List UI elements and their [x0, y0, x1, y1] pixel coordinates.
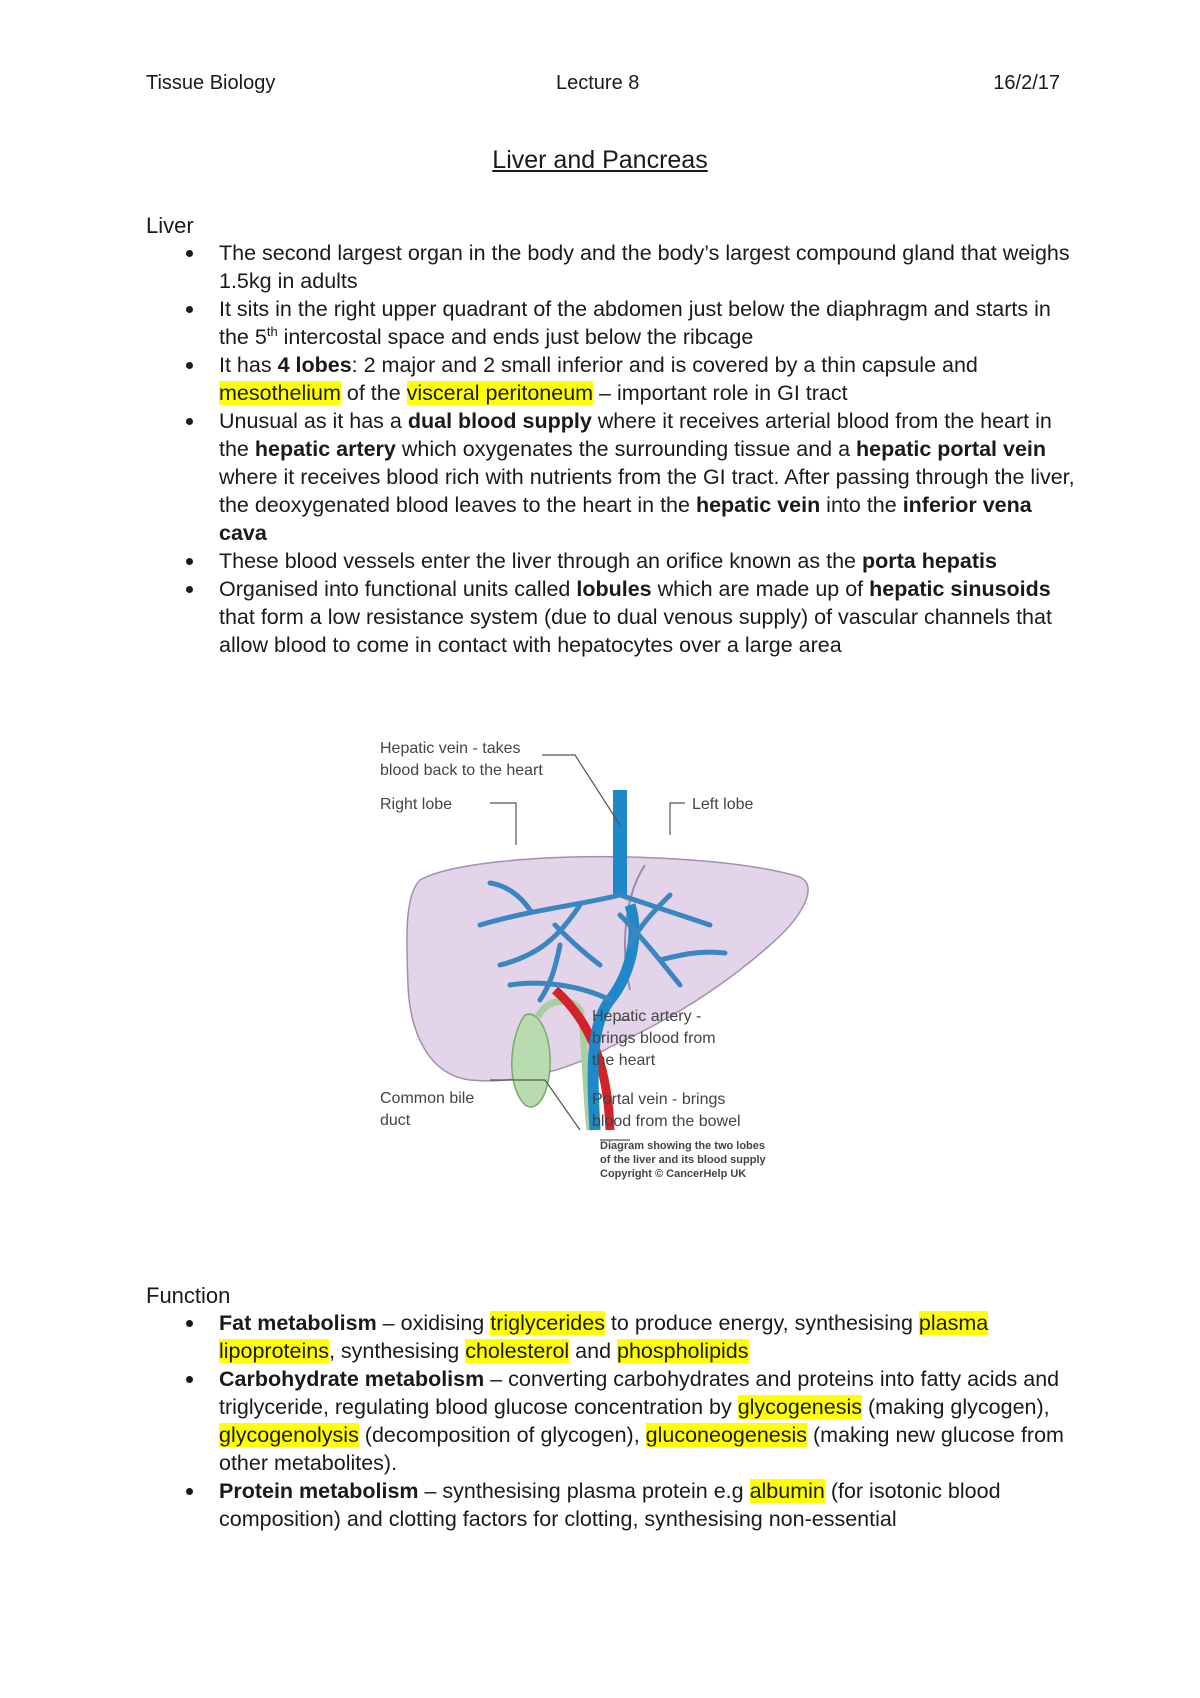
header-course: Tissue Biology — [146, 72, 276, 94]
highlight: visceral peritoneum — [406, 381, 594, 405]
label-hepatic-artery-2: brings blood from — [592, 1030, 716, 1047]
highlight: glycogenolysis — [219, 1423, 359, 1447]
label-bile-duct-1: Common bile — [380, 1090, 475, 1107]
list-item: It has 4 lobes: 2 major and 2 small inferior and is covered by a thin capsule and mesothelium of the visceral peritoneum – important role in GI tract — [146, 351, 1076, 407]
highlight: mesothelium — [219, 381, 341, 405]
list-item: The second largest organ in the body and the body’s largest compound gland that weighs 1.5kg in adults — [146, 239, 1076, 295]
list-item: These blood vessels enter the liver through an orifice known as the porta hepatis — [146, 547, 1076, 575]
label-hepatic-vein-1: Hepatic vein - takes — [380, 740, 521, 757]
liver-diagram — [380, 735, 840, 1230]
list-item: Fat metabolism – oxidising triglycerides to produce energy, synthesising plasma lipoproteins, synthesising cholesterol and phospholipids — [146, 1309, 1076, 1365]
label-portal-vein-2: blood from the bowel — [592, 1113, 741, 1130]
list-item: Protein metabolism – synthesising plasma protein e.g albumin (for isotonic blood composition) and clotting factors for clotting, synthesising non-essential — [146, 1477, 1076, 1533]
page-title: Liver and Pancreas — [492, 146, 708, 174]
highlight: gluconeogenesis — [645, 1423, 808, 1447]
label-left-lobe: Left lobe — [692, 796, 754, 813]
function-heading: Function — [146, 1283, 231, 1308]
caption-line-1: Diagram showing the two lobes — [600, 1140, 766, 1152]
label-right-lobe: Right lobe — [380, 796, 453, 813]
function-bullet-list — [146, 1309, 1076, 1533]
label-bile-duct-2: duct — [380, 1112, 411, 1129]
liver-bullet-list — [146, 239, 1076, 659]
label-portal-vein-1: Portal vein - brings — [592, 1091, 726, 1108]
label-hepatic-vein-2: blood back to the heart — [380, 762, 543, 779]
label-hepatic-artery-3: the heart — [592, 1052, 656, 1069]
list-item: It sits in the right upper quadrant of the abdomen just below the diaphragm and starts in the 5th intercostal space and ends just below the ribcage — [146, 295, 1076, 351]
list-item: Carbohydrate metabolism – converting carbohydrates and proteins into fatty acids and triglyceride, regulating blood glucose concentration by glycogenesis (making glycogen), glycogenolysis (decomposition of glycogen), gluconeogenesis (making new glucose from other metabolites). — [146, 1365, 1076, 1477]
liver-shape — [407, 857, 808, 1081]
header-lecture: Lecture 8 — [556, 72, 640, 94]
list-item: Unusual as it has a dual blood supply where it receives arterial blood from the heart in the hepatic artery which oxygenates the surrounding tissue and a hepatic portal vein where it receives blood rich with nutrients from the GI tract. After passing through the liver, the deoxygenated blood leaves to the heart in the hepatic vein into the inferior vena cava — [146, 407, 1076, 547]
gallbladder — [512, 1014, 550, 1107]
caption-line-2: of the liver and its blood supply — [600, 1154, 766, 1166]
list-item: Organised into functional units called lobules which are made up of hepatic sinusoids that form a low resistance system (due to dual venous supply) of vascular channels that allow blood to come in contact with hepatocytes over a large area — [146, 575, 1076, 659]
highlight: glycogenesis — [737, 1395, 862, 1419]
highlight: phospholipids — [617, 1339, 749, 1363]
header-date: 16/2/17 — [993, 72, 1060, 94]
page-header — [146, 72, 1060, 102]
label-hepatic-artery-1: Hepatic artery - — [592, 1008, 702, 1025]
highlight: cholesterol — [465, 1339, 570, 1363]
highlight: plasma lipoproteins — [219, 1311, 989, 1363]
highlight: albumin — [749, 1479, 825, 1503]
caption-line-3: Copyright © CancerHelp UK — [600, 1168, 747, 1180]
highlight: triglycerides — [490, 1311, 605, 1335]
liver-heading: Liver — [146, 213, 194, 238]
